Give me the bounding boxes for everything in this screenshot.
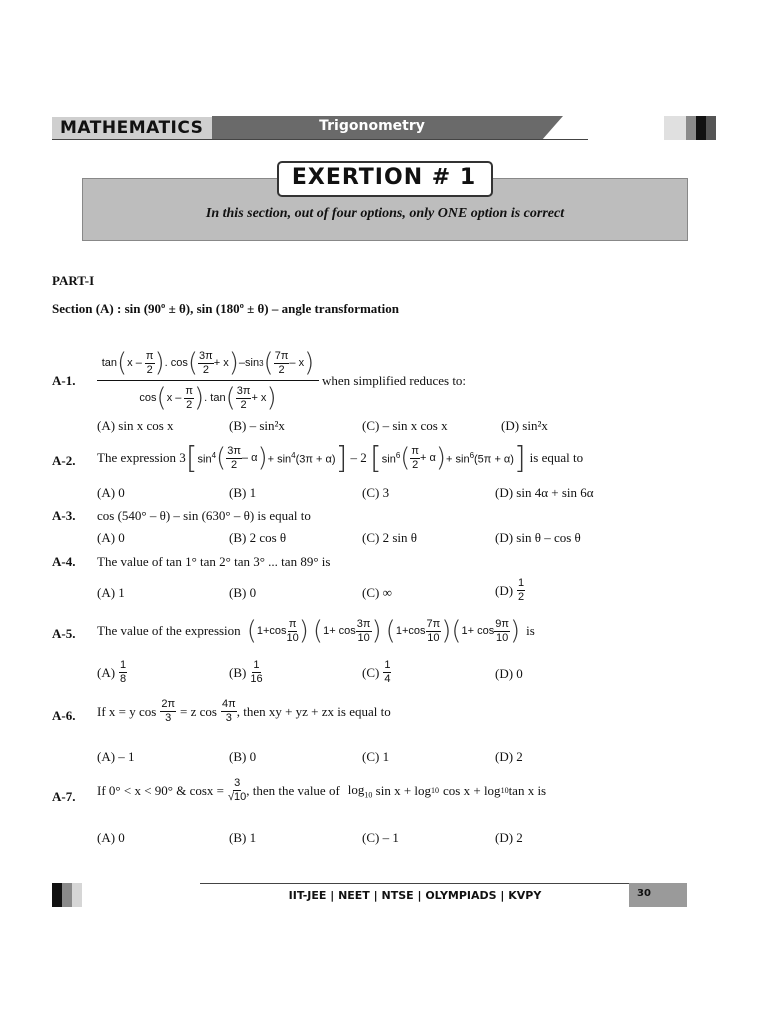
a2-prefix: The expression 3 (97, 450, 186, 465)
footer-rule (200, 883, 687, 884)
option-a: (A) sin x cos x (97, 418, 174, 433)
question-label: A-5. (52, 626, 76, 641)
option-b: (B) 1 (229, 830, 257, 845)
option-a: (A) 0 (97, 530, 125, 545)
option-a: (A) $\frac{1}{8}$ (97, 659, 127, 685)
header-deco-block (706, 116, 716, 140)
option-b: (B) 1 (229, 485, 257, 500)
option-b: (B) – sin²x (229, 418, 285, 433)
option-a: (A) 0 (97, 830, 125, 845)
option-a: (A) – 1 (97, 749, 135, 764)
a1-suffix: when simplified reduces to: (322, 373, 467, 388)
question-label: A-3. (52, 508, 76, 523)
footer-deco-block (52, 883, 62, 907)
footer-deco-block (62, 883, 72, 907)
option-c: (C) – 1 (362, 830, 399, 845)
question-label: A-6. (52, 708, 76, 723)
option-b: (B) $\frac{1}{16}$ (229, 659, 263, 685)
a2-suffix: is equal to (529, 450, 584, 465)
header-deco-block (664, 116, 686, 140)
option-c: (C) – sin x cos x (362, 418, 448, 433)
section-heading: Section (A) : sin (90º ± θ), sin (180º ± θ) – angle transformation (52, 301, 399, 316)
option-b: (B) 0 (229, 749, 257, 764)
option-b: (B) 2 cos θ (229, 530, 287, 545)
a2-expression: The expression 3 [ $\sin^4$ ( $\frac{3\pi}{2}$ – α ) + $\sin^4(3\pi + \alpha)$ ] – 2 [ $\sin^6$ ( $\frac{\pi}{2}$ + α ) + $\sin^6(5\pi + \alpha)$ ] is equal to (97, 440, 584, 476)
option-d: (D) 2 (495, 749, 523, 764)
exercise-instruction: In this section, out of four options, only ONE option is correct (205, 206, 565, 221)
question-label: A-7. (52, 789, 76, 804)
question-label: A-2. (52, 453, 76, 468)
header-rule (52, 139, 588, 140)
option-b: (B) 0 (229, 585, 257, 600)
header-deco-block (696, 116, 706, 140)
option-c: (C) 2 sin θ (362, 530, 417, 545)
option-d: (D) 2 (495, 830, 523, 845)
option-d: (D) 0 (495, 666, 523, 681)
exercise-title: EXERTION # 1 (291, 165, 477, 190)
option-c: (C) 3 (362, 485, 390, 500)
footer-text: IIT-JEE | NEET | NTSE | OLYMPIADS | KVPY (288, 889, 542, 902)
a1-expression: tan ( x – $\frac{\pi}{2}$ ) . cos ( $\frac{3\pi}{2}$ + x ) –sin 3 ( $\frac{7\pi}{2}$ – x ) cos ( x – $\frac{\pi}{2}$ ) . tan ( $\frac{3\pi}{2}$ + x ) (97, 347, 319, 414)
option-a: (A) 0 (97, 485, 125, 500)
option-d: (D) sin θ – cos θ (495, 530, 581, 545)
option-c: (C) ∞ (362, 585, 392, 600)
a5-prefix: The value of the expression (97, 623, 241, 638)
question-label: A-4. (52, 554, 76, 569)
header-subject: MATHEMATICS (60, 118, 204, 138)
part-heading: PART-I (52, 273, 95, 288)
question-text: cos (540° – θ) – sin (630° – θ) is equal to (97, 508, 311, 523)
question-text: The value of tan 1° tan 2° tan 3° ... tan 89° is (97, 554, 331, 569)
option-c: (C) 1 (362, 749, 390, 764)
option-a: (A) 1 (97, 585, 125, 600)
option-d: (D) sin 4α + sin 6α (495, 485, 594, 500)
page-number: 30 (637, 888, 651, 899)
a5-expression: The value of the expression ( 1+cos $\frac{\pi}{10}$ ) ( 1+ cos $\frac{3\pi}{10}$ ) ( 1+cos $\frac{7\pi}{10}$ ) ( 1+ cos $\frac{9\pi}{10}$ ) is (97, 616, 535, 646)
header-deco-block (686, 116, 696, 140)
option-c: (C) $\frac{1}{4}$ (362, 659, 391, 685)
a6-expression: If x = y cos $\frac{2\pi}{3}$ = z cos $\frac{4\pi}{3}$ , then xy + yz + zx is equal to (97, 698, 391, 724)
option-d: (D) sin²x (501, 418, 548, 433)
a5-suffix: is (526, 623, 535, 638)
option-d: (D) $\frac{1}{2}$ (495, 577, 525, 603)
option-d-fraction: $\frac{1}{2}$ (518, 577, 525, 603)
question-label: A-1. (52, 373, 76, 388)
a7-expression: If 0° < x < 90° & cosx = $\frac{3}{√10}$ , then the value of $\log_{10}$ sin x + log 10 cos x + log 10 tan x is (97, 777, 547, 803)
footer-deco-block (72, 883, 82, 907)
header-topic: Trigonometry (319, 118, 425, 134)
